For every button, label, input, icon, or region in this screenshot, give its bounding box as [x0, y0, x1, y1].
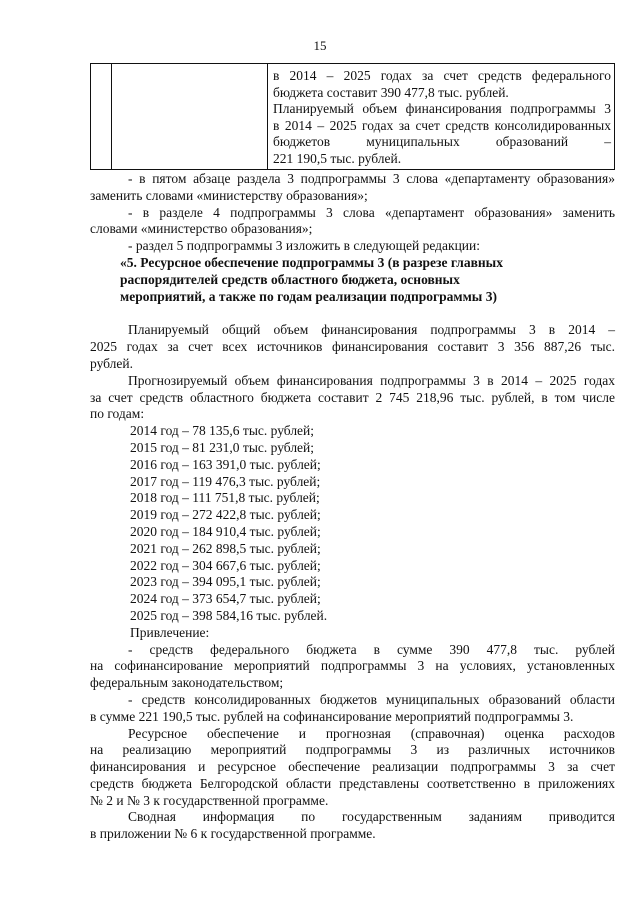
table-row — [91, 64, 615, 170]
list-item: 2019 год – 272 422,8 тыс. рублей; — [130, 507, 321, 523]
table-fragment — [90, 63, 615, 170]
list-item: 2021 год – 262 898,5 тыс. рублей; — [130, 540, 321, 556]
table-cell-text — [268, 64, 615, 170]
resources-line: финансирования и ресурсное обеспечение реализации подпрограммы 3 за счет — [90, 759, 615, 775]
resources-line: на реализацию мероприятий подпрограммы 3 из различных источников — [90, 742, 615, 758]
resources-line: № 2 и № 3 к государственной программе. — [90, 792, 329, 808]
table-text-line: в 2014 – 2025 годах за счет средств консолидированных — [273, 117, 611, 133]
table-text-line: 221 190,5 тыс. рублей. — [273, 150, 402, 166]
list-item: 2016 год – 163 391,0 тыс. рублей; — [130, 456, 321, 472]
amendment-1-cont: заменить словами «министерству образования»; — [90, 187, 368, 203]
amendment-3: - раздел 5 подпрограммы 3 изложить в следующей редакции: — [128, 238, 480, 254]
total-financing-line: рублей. — [90, 355, 134, 371]
federal-attraction-line: федеральным законодательством; — [90, 675, 284, 691]
list-item: 2024 год – 373 654,7 тыс. рублей; — [130, 591, 321, 607]
list-item: 2020 год – 184 910,4 тыс. рублей; — [130, 523, 321, 539]
municipal-attraction-line: в сумме 221 190,5 тыс. рублей на софинансирование мероприятий подпрограммы 3. — [90, 708, 574, 724]
list-item: 2014 год – 78 135,6 тыс. рублей; — [130, 423, 315, 439]
table-text-line: в 2014 – 2025 годах за счет средств федерального — [273, 68, 611, 83]
section-heading-line: распорядителей средств областного бюджета, основных — [120, 271, 460, 287]
page-number: 15 — [313, 38, 327, 53]
regional-financing-line: по годам: — [90, 406, 145, 422]
amendment-2: - в разделе 4 подпрограммы 3 слова «департамент образования» заменить — [128, 204, 615, 220]
list-item: 2015 год – 81 231,0 тыс. рублей; — [130, 439, 315, 455]
regional-financing-line: за счет средств областного бюджета составит 2 745 218,96 тыс. рублей, в том числе — [90, 389, 615, 405]
federal-attraction-line: - средств федерального бюджета в сумме 390 477,8 тыс. рублей — [128, 641, 615, 657]
table-text-line: бюджета составит 390 477,8 тыс. рублей. — [273, 84, 509, 100]
amendment-1: - в пятом абзаце раздела 3 подпрограммы 3 слова «департаменту образования» — [128, 171, 615, 186]
amendment-2-cont: словами «министерство образования»; — [90, 221, 313, 237]
summary-line: Сводная информация по государственным заданиям приводится — [128, 809, 615, 825]
summary-line: в приложении № 6 к государственной программе. — [90, 826, 376, 842]
total-financing-line: Планируемый общий объем финансирования подпрограммы 3 в 2014 – — [128, 322, 615, 338]
table-text-line: Планируемый объем финансирования подпрограммы 3 — [273, 101, 611, 116]
table-cell-number — [91, 64, 112, 170]
section-heading-line: «5. Ресурсное обеспечение подпрограммы 3 (в разрезе главных — [120, 254, 503, 270]
municipal-attraction-line: - средств консолидированных бюджетов муниципальных образований области — [128, 691, 615, 707]
year-list — [90, 423, 615, 641]
regional-financing-line: Прогнозируемый объем финансирования подпрограммы 3 в 2014 – 2025 годах — [128, 372, 615, 388]
list-item: 2023 год – 394 095,1 тыс. рублей; — [130, 574, 321, 590]
resources-line: средств бюджета Белгородской области представлены соответственно в приложениях — [90, 775, 615, 791]
section-heading-line: мероприятий, а также по годам реализации подпрограммы 3) — [120, 288, 497, 304]
federal-attraction-line: на софинансирование мероприятий подпрограммы 3 на условиях, установленных — [90, 658, 615, 674]
list-item: 2018 год – 111 751,8 тыс. рублей; — [130, 490, 320, 506]
list-item: 2025 год – 398 584,16 тыс. рублей. — [130, 607, 328, 623]
table-text-line: бюджетов муниципальных образований – — [273, 134, 611, 149]
document-body — [90, 171, 615, 843]
attraction-label: Привлечение: — [130, 624, 210, 640]
resources-line: Ресурсное обеспечение и прогнозная (справочная) оценка расходов — [128, 725, 615, 741]
list-item: 2017 год – 119 476,3 тыс. рублей; — [130, 473, 321, 489]
list-item: 2022 год – 304 667,6 тыс. рублей; — [130, 557, 321, 573]
table-cell-label — [112, 64, 268, 170]
total-financing-line: 2025 годах за счет всех источников финансирования составит 3 356 887,26 тыс. — [90, 339, 615, 355]
